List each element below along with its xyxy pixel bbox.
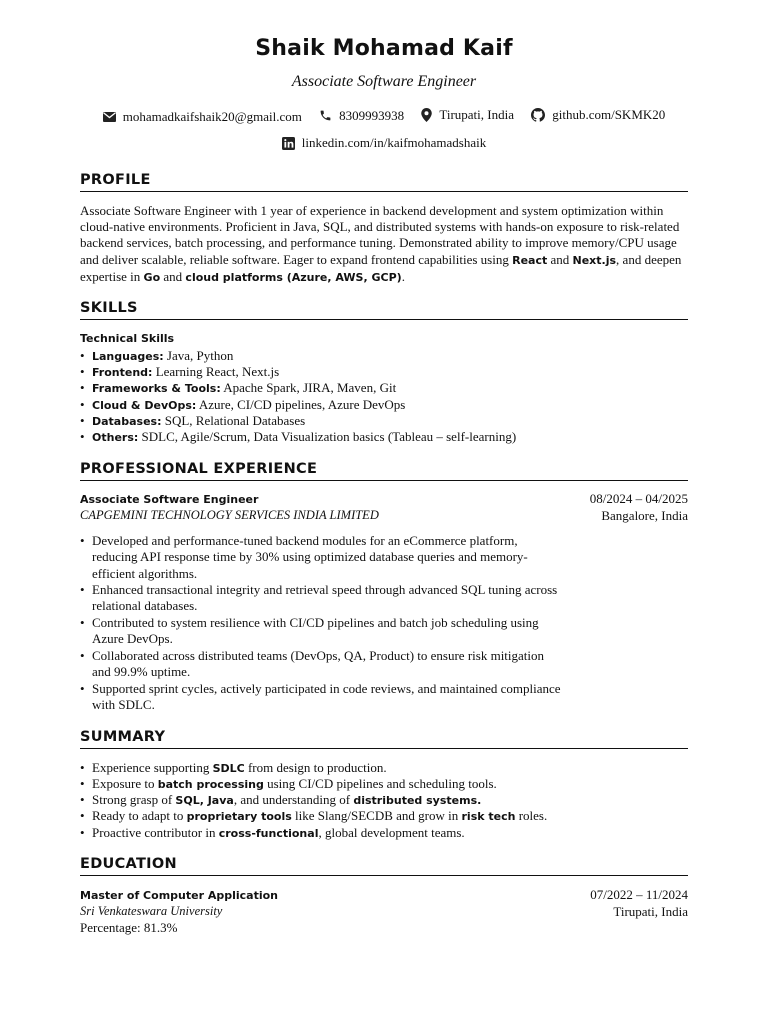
summary-text: roles. [515,808,548,823]
profile-text-part: and [547,251,573,267]
linkedin-icon [282,137,295,150]
summary-text: from design to production. [244,760,387,775]
envelope-icon [103,112,116,122]
location-text: Tirupati, India [439,107,514,122]
skill-value: Apache Spark, JIRA, Maven, Git [220,380,397,395]
education-dates: 07/2022 – 11/2024 [590,887,688,902]
education-percentage: Percentage: 81.3% [80,920,178,935]
job-location: Bangalore, India [601,508,688,523]
job-dates: 08/2024 – 04/2025 [589,491,688,506]
skill-item [80,397,692,414]
email-contact[interactable] [103,109,302,125]
skill-item [80,380,692,397]
profile-text-part: Associate Software Engineer with 1 year of experience in backend development and system optimization within cloud-native environments. Proficient in Java, SQL, and distributed systems with hands-on exposure to risk-related backend services, batch processing, and performance tuning. Demonstrated ability to improve memory/CPU usage and deliver scalable, reliable software. Eager to expand frontend capabilities using [80,203,680,267]
experience-bullet: • Developed and performance-tuned backend modules for an eCommerce platform, reducing API response time by 30% using optimized database queries and memory-efficient algorithms. [80,533,562,582]
skill-label: Languages: [92,350,164,363]
experience-bullet: • Contributed to system resilience with CI/CD pipelines and batch job scheduling using Azure DevOps. [80,615,562,648]
summary-bold: SDLC [212,762,245,775]
summary-text: Ready to adapt to [92,808,187,823]
skill-label: Frameworks & Tools: [92,382,221,395]
profile-heading: PROFILE [80,172,688,192]
summary-bold: risk tech [461,810,516,823]
summary-text: using CI/CD pipelines and scheduling tools. [263,776,497,791]
skill-label: Frontend: [92,366,153,379]
linkedin-contact[interactable] [282,135,487,151]
phone-icon [319,109,332,122]
skills-heading: SKILLS [80,300,688,320]
university-name: Sri Venkateswara University [80,904,223,918]
summary-bold: proprietary tools [186,810,292,823]
profile-text-part: . [401,268,405,284]
summary-bullet [80,776,692,793]
phone-contact[interactable] [319,108,404,124]
skill-value: Azure, CI/CD pipelines, Azure DevOps [196,397,406,412]
summary-bullet [80,825,692,842]
map-pin-icon [421,108,432,122]
profile-bold-react: React [512,253,548,267]
profile-bold-cloud: cloud platforms (Azure, AWS, GCP) [185,270,402,284]
summary-bullet [80,792,692,809]
skill-value: Learning React, Next.js [152,364,280,379]
github-icon [531,108,545,122]
email-text: mohamadkaifshaik20@gmail.com [122,109,302,124]
summary-heading: SUMMARY [80,729,688,749]
skill-value: SQL, Relational Databases [161,413,306,428]
summary-text: Exposure to [92,776,158,791]
experience-bullet: • Collaborated across distributed teams (DevOps, QA, Product) to ensure risk mitigation and 99.9% uptime. [80,648,562,681]
summary-bullet [80,760,692,777]
skill-label: Others: [92,431,139,444]
summary-text: like Slang/SECDB and grow in [291,808,462,823]
github-text: github.com/SKMK20 [552,107,666,122]
phone-text: 8309993938 [339,107,405,123]
job-title: Associate Software Engineer [80,493,259,506]
summary-text: , and understanding of [233,792,354,807]
location-contact [421,107,514,123]
technical-skills-subheading: Technical Skills [80,332,175,345]
education-location: Tirupati, India [613,904,688,919]
experience-bullet: • Enhanced transactional integrity and retrieval speed through advanced SQL tuning across relational databases. [80,582,562,615]
summary-bullet [80,808,692,825]
skill-item [80,364,692,381]
company-name: CAPGEMINI TECHNOLOGY SERVICES INDIA LIMITED [80,508,379,522]
summary-text: , global development teams. [318,825,465,840]
skill-label: Databases: [92,415,162,428]
skill-item [80,429,692,446]
experience-bullet: • Supported sprint cycles, actively participated in code reviews, and maintained compliance with SDLC. [80,681,562,714]
contact-row [0,107,768,126]
summary-text: Strong grasp of [92,792,176,807]
education-heading: EDUCATION [80,856,688,876]
summary-bold: SQL, Java [175,794,234,807]
profile-text-part: and [160,268,186,284]
skill-value: SDLC, Agile/Scrum, Data Visualization basics (Tableau – self-learning) [138,429,517,444]
linkedin-text: linkedin.com/in/kaifmohamadshaik [301,135,487,150]
profile-text-part: , and deepen expertise in [80,251,682,284]
skill-item [80,348,692,365]
experience-heading: PROFESSIONAL EXPERIENCE [80,461,688,481]
summary-text: Experience supporting [92,760,213,775]
summary-bold: distributed systems. [353,794,482,807]
profile-text [80,203,688,286]
degree-title: Master of Computer Application [80,889,278,902]
skill-label: Cloud & DevOps: [92,399,197,412]
profile-bold-go: Go [143,270,161,284]
github-contact[interactable] [531,107,665,123]
skill-item [80,413,692,430]
contact-row-2 [0,135,768,154]
summary-bold: batch processing [157,778,264,791]
candidate-role: Associate Software Engineer [291,73,477,90]
summary-text: Proactive contributor in [92,825,219,840]
candidate-name: Shaik Mohamad Kaif [255,36,513,61]
summary-bold: cross-functional [218,827,319,840]
skill-value: Java, Python [163,348,234,363]
profile-bold-nextjs: Next.js [572,253,617,267]
